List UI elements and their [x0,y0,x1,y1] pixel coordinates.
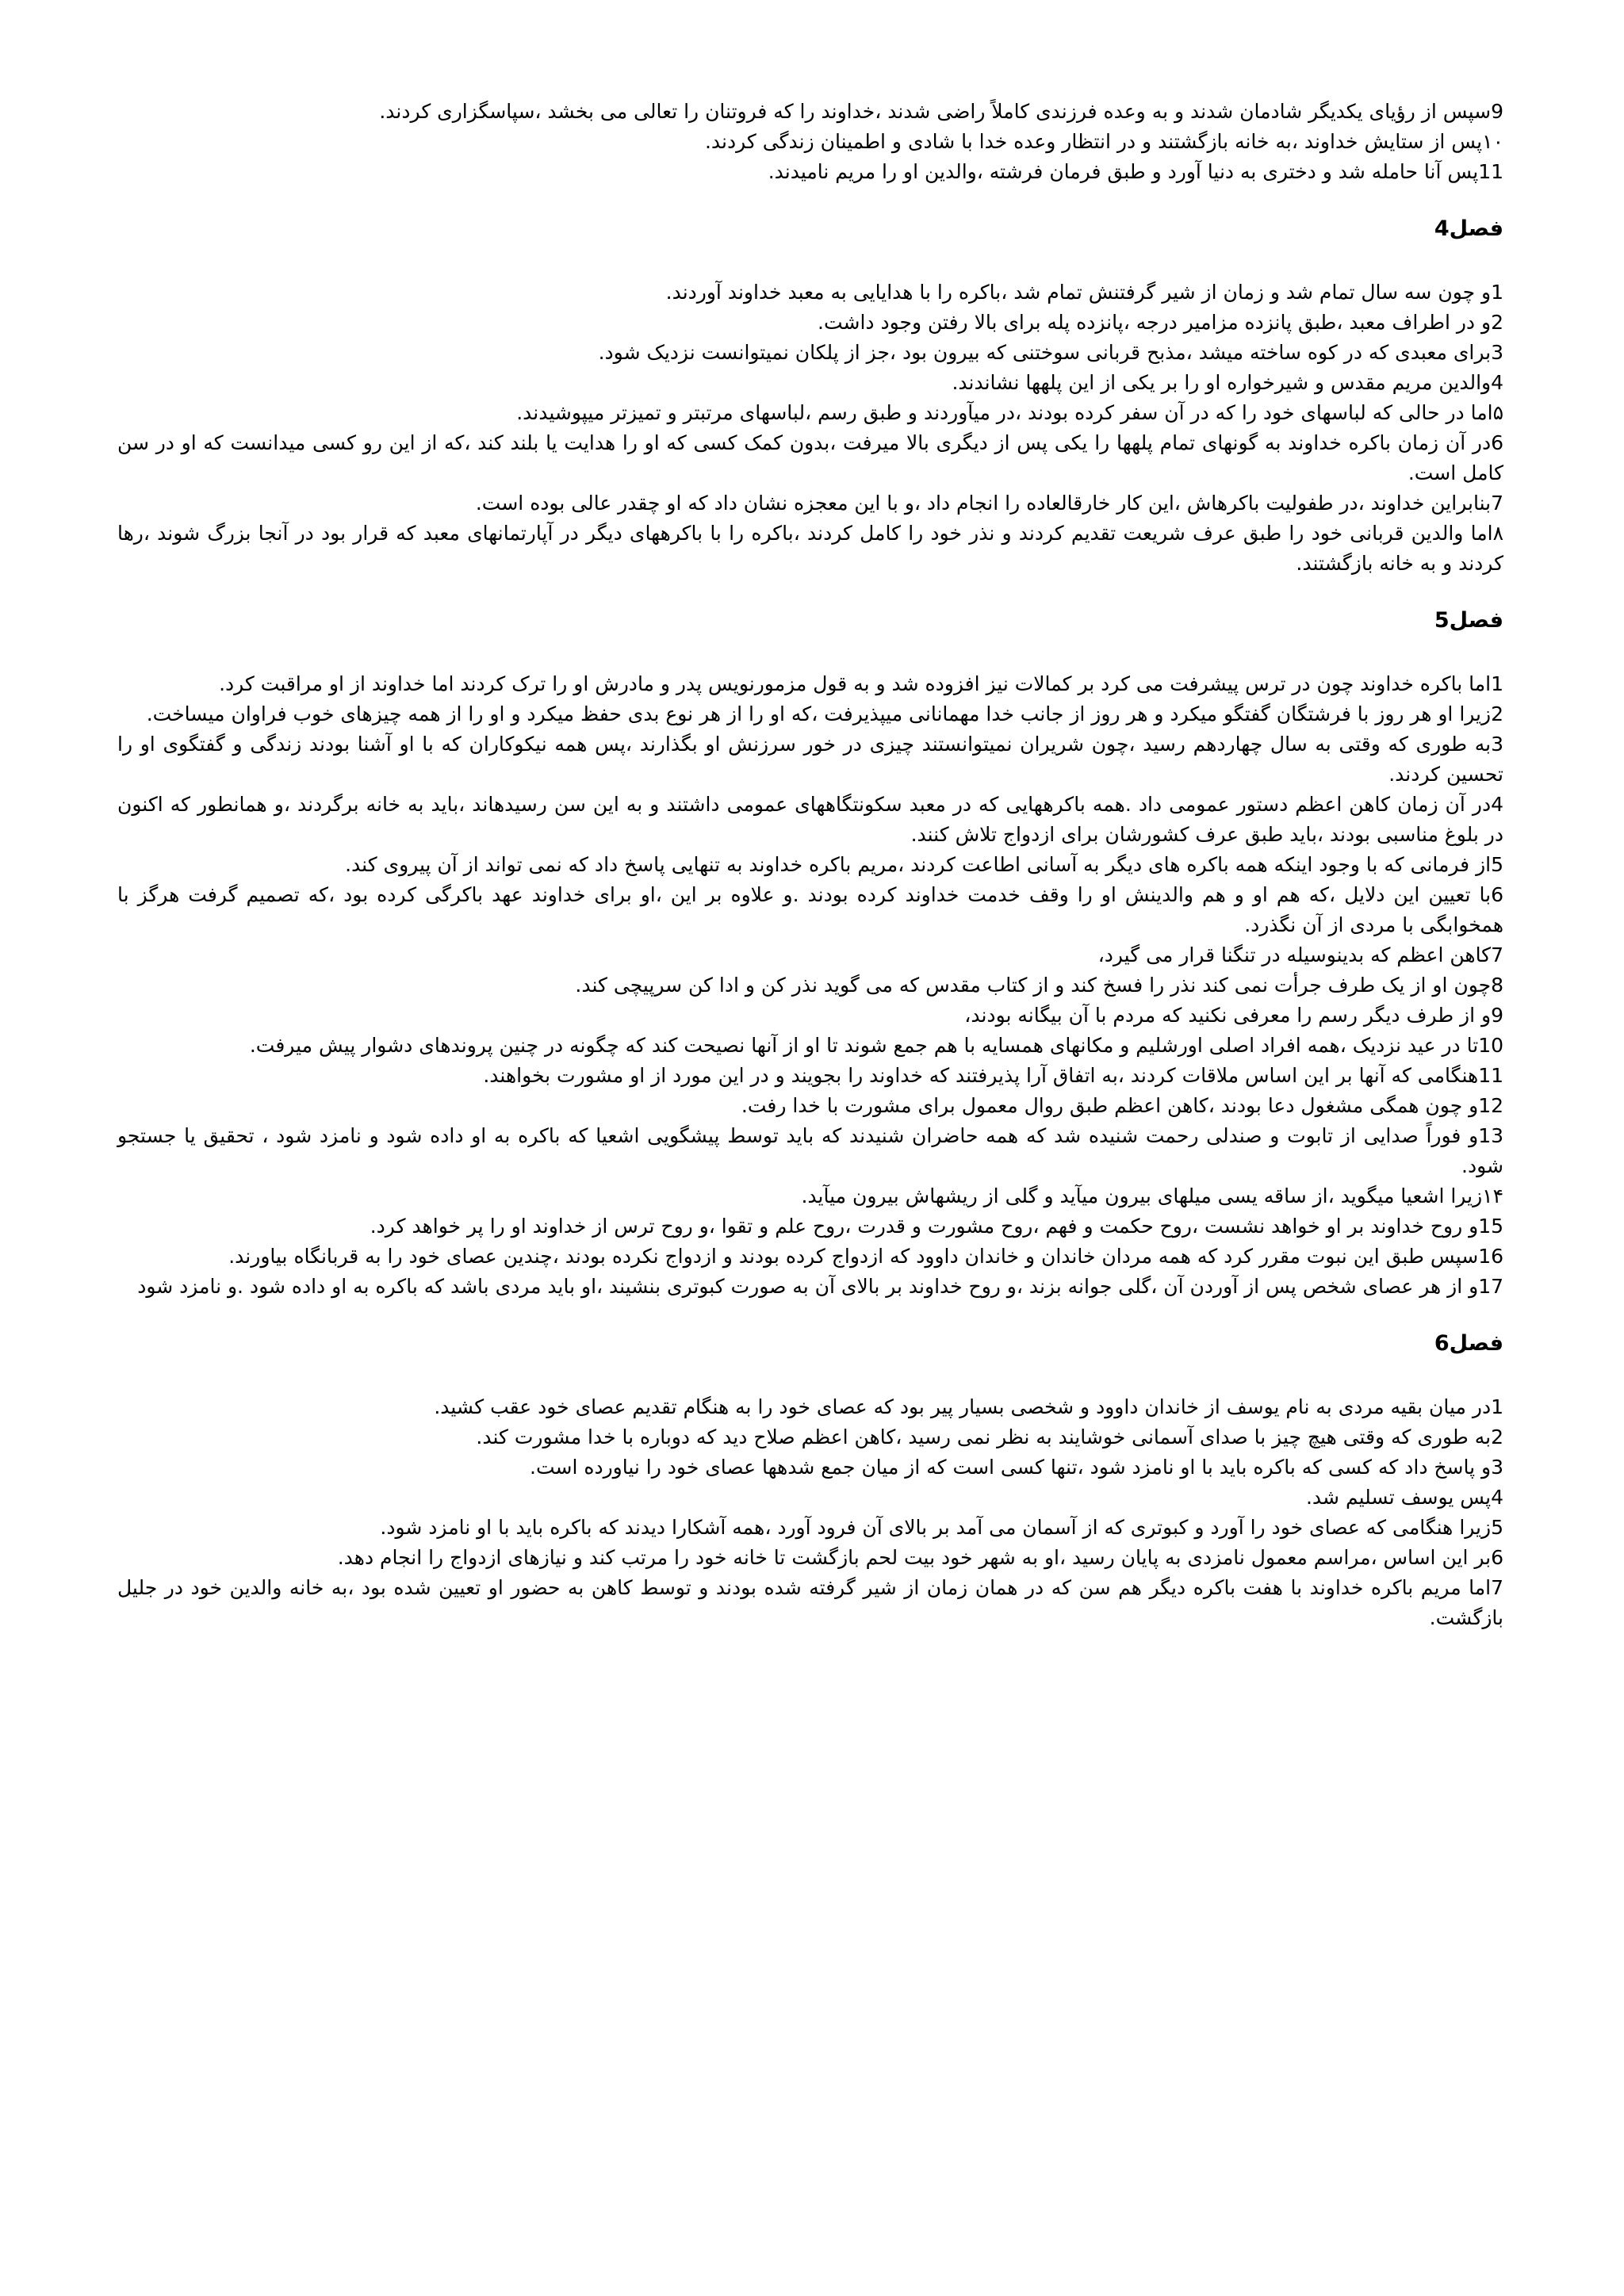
verse: ۸اما والدین قربانی خود را طبق عرف شریعت تقدیم کردند و نذر خود را کامل کردند ،باکره را با باکرههای دیگر در آپارتمانهای معبد که قرار بود در آنجا بزرگ شوند ،رها کردند و به خانه بازگشتند. [111,522,1503,575]
verse: 1در میان بقیه مردی به نام یوسف از خاندان داوود و شخصی بسیار پیر بود که عصای خود را به هنگام تقدیم عصای خود عقب کشید. [434,1395,1503,1418]
verse: 6با تعیین این دلایل ،که هم او و هم والدینش او را وقف خدمت خداوند کرده بودند .و علاوه بر این ،او برای خداوند عهد باکرگی کرده بود ،که تصمیم گرفت هرگز با همخوابگی با مردی از آن نگذرد. [111,883,1503,936]
verse: ۱۰پس از ستایش خداوند ،به خانه بازگشتند و در انتظار وعده خدا با شادی و اطمینان زندگی کردند. [704,130,1503,153]
verse: 1اما باکره خداوند چون در ترس پیشرفت می کرد بر کمالات نیز افزوده شد و به قول مزمورنویس پدر و مادرش او را ترک کردند اما خداوند از او مراقبت کرد. [219,672,1503,695]
verse: 13و فوراً صدایی از تابوت و صندلی رحمت شنیده شد که همه حاضران شنیدند که باید توسط پیشگویی اشعیا که باکره به او داده شود و نامزد شود ، تحقیق یا جستجو شود. [111,1124,1503,1177]
verse: 8چون او از یک طرف جرأت نمی کند نذر را فسخ کند و از کتاب مقدس که می گوید نذر کن و ادا کن سرپیچی کند. [575,974,1503,997]
verse: 4والدین مریم مقدس و شیرخواره او را بر یکی از این پلهها نشاندند. [952,371,1503,394]
verse: ۱۴زیرا اشعیا میگوید ،از ساقه یسی میلهای بیرون میآید و گلی از ریشهاش بیرون میآید. [801,1184,1503,1207]
verse: 5زیرا هنگامی که عصای خود را آورد و کبوتری که از آسمان می آمد بر بالای آن فرود آورد ،همه آشکارا دیدند که باکره باید با او نامزد شود. [380,1516,1503,1539]
verse: 5از فرمانی که با وجود اینکه همه باکره های دیگر به آسانی اطاعت کردند ،مریم باکره خداوند به تنهایی پاسخ داد که نمی تواند از آن پیروی کند. [345,853,1503,876]
verse: 6بر این اساس ،مراسم معمول نامزدی به پایان رسید ،او به شهر خود بیت لحم بازگشت تا خانه خود را مرتب کند و نیازهای ازدواج را انجام دهد. [337,1546,1503,1569]
verse: 7کاهن اعظم که بدینوسیله در تنگنا قرار می گیرد، [1097,943,1503,966]
chapter-4 [111,214,1503,579]
verse: 3به طوری که وقتی به سال چهاردهم رسید ،چون شریران نمیتوانستند چیزی در خور سرزنش او بگذارند ،پس همه نیکوکاران که با او آشنا بودند زندگی و گفتگوی او را تحسین کردند. [111,733,1503,786]
verse: 9سپس از رؤیای یکدیگر شادمان شدند و به وعده فرزندی کاملاً راضی شدند ،خداوند را که فروتنان را تعالی می بخشد ،سپاسگزاری کردند. [379,100,1503,123]
verse: 2زیرا او هر روز با فرشتگان گفتگو میکرد و هر روز از جانب خدا مهمانانی میپذیرفت ،که او را از هر نوع بدی حفظ میکرد و او را از همه چیزهای خوب فراوان میساخت. [146,702,1503,725]
verse: 1و چون سه سال تمام شد و زمان از شیر گرفتنش تمام شد ،باکره را با هدایایی به معبد خداوند آوردند. [665,281,1503,304]
verse: 11هنگامی که آنها بر این اساس ملاقات کردند ،به اتفاق آرا پذیرفتند که خداوند را بجویند و در این مورد از او مشورت بخواهند. [483,1064,1503,1087]
verse: 2به طوری که وقتی هیچ چیز با صدای آسمانی خوشایند به نظر نمی رسید ،کاهن اعظم صلاح دید که دوباره با خدا مشورت کند. [476,1425,1503,1448]
chapter-5 [111,606,1503,1302]
verse: 7اما مریم باکره خداوند با هفت باکره دیگر هم سن که در همان زمان از شیر گرفته شده بودند و توسط کاهن به حضور او تعیین شده بود ،به خانه والدین خود در جلیل بازگشت. [111,1576,1503,1629]
verse: 15و روح خداوند بر او خواهد نشست ،روح حکمت و فهم ،روح مشورت و قدرت ،روح علم و تقوا ،و روح ترس از خداوند او را پر خواهد کرد. [370,1215,1503,1238]
verse: 17و از هر عصای شخص پس از آوردن آن ،گلی جوانه بزند ،و روح خداوند بر بالای آن به صورت کبوتری بنشیند ،او باید مردی باشد که باکره به او داده شود .و نامزد شود [137,1275,1503,1298]
chapter-title: فصل6 [1434,1331,1503,1356]
verse: 3برای معبدی که در کوه ساخته میشد ،مذبح قربانی سوختنی که بیرون بود ،جز از پلکان نمیتوانست نزدیک شود. [598,341,1503,364]
verse: 16سپس طبق این نبوت مقرر کرد که همه مردان خاندان و خاندان داوود که ازدواج کرده بودند و ازدواج نکرده بودند ،چندین عصای خود را به قربانگاه بیاورند. [228,1245,1503,1268]
verse: 7بنابراین خداوند ،در طفولیت باکرهاش ،این کار خارقالعاده را انجام داد ،و با این معجزه نشان داد که او چقدر عالی بوده است. [475,492,1503,515]
verse: 10تا در عید نزدیک ،همه افراد اصلی اورشلیم و مکانهای همسایه با هم جمع شوند تا او از آنها نصیحت کند که چگونه در چنین پروندهای دشوار پیش میرفت. [249,1034,1503,1057]
chapter-title: فصل4 [1434,216,1503,241]
intro-verses [117,97,1503,187]
verse: 6در آن زمان باکره خداوند به گونهای تمام پلهها را یکی پس از دیگری بالا میرفت ،بدون کمک کسی که او را هدایت یا بلند کند ،که از این رو کسی میدانست که او در سن کامل است. [111,431,1503,484]
verse: 3و پاسخ داد که کسی که باکره باید با او نامزد شود ،تنها کسی است که از میان جمع شدهها عصای خود را نیاورده است. [530,1456,1503,1479]
chapter-6 [111,1329,1503,1633]
verse: 11پس آنا حامله شد و دختری به دنیا آورد و طبق فرمان فرشته ،والدین او را مریم نامیدند. [768,160,1503,183]
verse: 9و از طرف دیگر رسم را معرفی نکنید که مردم با آن بیگانه بودند، [964,1004,1503,1027]
verse: 12و چون همگی مشغول دعا بودند ،کاهن اعظم طبق روال معمول برای مشورت با خدا رفت. [741,1094,1503,1117]
chapter-title: فصل5 [1434,608,1503,633]
verse: 4در آن زمان کاهن اعظم دستور عمومی داد .همه باکرههایی که در معبد سکونتگاههای عمومی داشتند و به این سن رسیدهاند ،باید به خانه برگردند ،و همانطور که اکنون در بلوغ مناسبی بودند ،باید طبق عرف کشورشان برای ازدواج تلاش کنند. [111,793,1503,846]
verse: 2و در اطراف معبد ،طبق پانزده مزامیر درجه ،پانزده پله برای بالا رفتن وجود داشت. [818,311,1503,334]
verse: ۵اما در حالی که لباسهای خود را که در آن سفر کرده بودند ،در میآوردند و طبق رسم ،لباسهای مرتبتر و تمیزتر میپوشیدند. [516,401,1503,424]
verse: 4پس یوسف تسلیم شد. [1305,1486,1503,1509]
